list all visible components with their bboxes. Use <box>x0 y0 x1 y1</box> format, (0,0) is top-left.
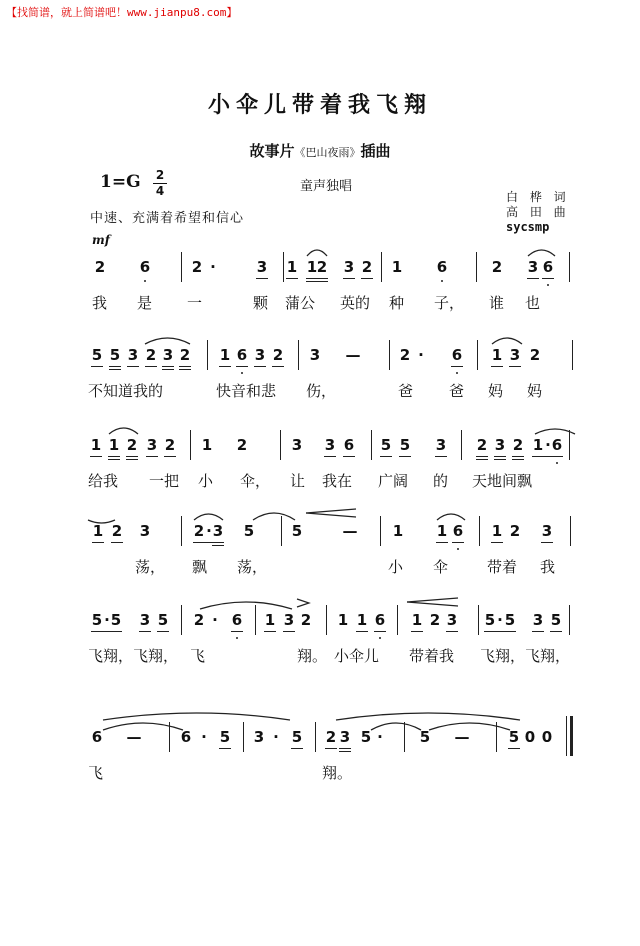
lyric: 一 <box>187 294 203 312</box>
note: 6 <box>91 728 103 746</box>
crescendo-hairpin <box>306 513 356 517</box>
note: 3 <box>446 611 458 629</box>
score-row <box>0 516 640 586</box>
note: 1 <box>532 436 544 454</box>
lyric: 也 <box>525 294 541 312</box>
key-signature: 1=G <box>100 172 141 192</box>
accent-mark <box>297 599 309 607</box>
lyricist: 白 桦 词 <box>506 190 570 204</box>
note: 6 <box>542 258 554 276</box>
lyric: 让 <box>290 472 306 490</box>
note: 2 <box>179 346 191 364</box>
tie <box>492 338 522 344</box>
lyric: 飘 <box>192 558 208 576</box>
lyrics-line <box>0 380 640 404</box>
note: 6 <box>374 611 386 629</box>
note: · <box>104 611 110 629</box>
note: 2 <box>476 436 488 454</box>
note: 2 <box>272 346 284 364</box>
note: 5 <box>550 611 562 629</box>
lyric: 谁 <box>489 294 505 312</box>
note: · <box>212 611 218 629</box>
note: 3 <box>435 436 447 454</box>
lyrics-line <box>0 556 640 580</box>
octave-dot-below <box>241 372 243 374</box>
note: 5 <box>360 728 372 746</box>
time-signature <box>153 169 167 198</box>
score-row <box>0 722 640 792</box>
octave-dot-below <box>556 462 558 464</box>
composer: 高 田 曲 <box>506 205 570 219</box>
note: 3 <box>254 346 266 364</box>
note: 3 <box>291 436 303 454</box>
note: 1 <box>436 522 448 540</box>
lyric: 广阔 <box>378 472 409 490</box>
lyric: 我 <box>540 558 556 576</box>
subtitle-suffix: 插曲 <box>360 142 391 160</box>
note: 3 <box>309 346 321 364</box>
note: 5 <box>419 728 431 746</box>
lyric: 种 <box>389 294 405 312</box>
lyrics-line <box>0 292 640 316</box>
lyric: 翔。 <box>322 764 353 782</box>
note: 2 <box>193 611 205 629</box>
lyric: 不知道我的 <box>88 382 164 400</box>
note: 5 <box>109 346 121 364</box>
note: 3 <box>339 728 351 746</box>
note: 2 <box>361 258 373 276</box>
lyric: 伞， <box>240 472 271 490</box>
note: 1 <box>392 522 404 540</box>
slur <box>88 520 115 523</box>
lyric: 小伞儿 <box>334 647 380 665</box>
note: 3 <box>532 611 544 629</box>
lyric: 伞 <box>433 558 449 576</box>
note: 3 <box>256 258 268 276</box>
lyric: 给我 <box>88 472 119 490</box>
lyric: 颗 <box>253 294 269 312</box>
film-name: 《巴山夜雨》 <box>294 146 361 159</box>
note: — <box>342 522 358 540</box>
note: 5 <box>243 522 255 540</box>
note: 1 <box>90 436 102 454</box>
note: 1 <box>411 611 423 629</box>
slur-layer <box>0 330 640 370</box>
tie <box>437 514 465 520</box>
note: 6 <box>236 346 248 364</box>
note: 3 <box>527 258 539 276</box>
lyric: 小 <box>198 472 214 490</box>
note: 2 <box>429 611 441 629</box>
note: 3 <box>494 436 506 454</box>
note: 2 <box>300 611 312 629</box>
note: 6 <box>436 258 448 276</box>
tie <box>535 429 575 434</box>
note: · <box>418 346 424 364</box>
note: 6 <box>231 611 243 629</box>
note: · <box>273 728 279 746</box>
note: 0 <box>541 728 553 746</box>
note: · <box>545 436 551 454</box>
note: 1 <box>264 611 276 629</box>
note: 0 <box>524 728 536 746</box>
lyric: 爸 <box>449 382 465 400</box>
note: 1 <box>286 258 298 276</box>
note: 3 <box>146 436 158 454</box>
lyric: 妈 <box>488 382 504 400</box>
note: 3 <box>343 258 355 276</box>
note: 3 <box>127 346 139 364</box>
lyric: 飞翔，飞翔， <box>88 647 179 665</box>
note: 2 <box>126 436 138 454</box>
octave-dot-below <box>379 637 381 639</box>
note: 5 <box>91 611 103 629</box>
note: — <box>126 728 142 746</box>
song-title: 小伞儿带着我飞翔 <box>207 93 432 118</box>
lyric: 妈 <box>527 382 543 400</box>
tie <box>145 338 190 344</box>
note: 2 <box>399 346 411 364</box>
lyric: 我在 <box>322 472 353 490</box>
octave-dot-below <box>457 548 459 550</box>
note: · <box>210 258 216 276</box>
note: 2 <box>529 346 541 364</box>
note: 1 <box>491 522 503 540</box>
note: 5 <box>508 728 520 746</box>
note: 5 <box>110 611 122 629</box>
lyrics-line <box>0 470 640 494</box>
performance-type: 童声独唱 <box>300 179 353 194</box>
lyric: 天地间飘 <box>472 472 533 490</box>
note: 3 <box>212 522 224 540</box>
credits <box>506 190 570 235</box>
lyric: 蒲公 <box>285 294 316 312</box>
lyric: 我 <box>92 294 108 312</box>
note: 5 <box>380 436 392 454</box>
note: 2 <box>193 522 205 540</box>
tie <box>528 250 555 256</box>
note: 2 <box>94 258 106 276</box>
note: 1 <box>92 522 104 540</box>
score-row <box>0 430 640 500</box>
note: 3 <box>162 346 174 364</box>
slur-layer <box>0 420 640 460</box>
note: · <box>377 728 383 746</box>
tie <box>194 514 223 520</box>
note: 1 <box>491 346 503 364</box>
slur-layer <box>0 506 640 546</box>
note: 2 <box>509 522 521 540</box>
lyric: 荡， <box>135 558 166 576</box>
note: 3 <box>324 436 336 454</box>
octave-dot-below <box>456 372 458 374</box>
slur-layer <box>0 712 640 752</box>
lyric: 飞翔，飞翔， <box>480 647 571 665</box>
tie <box>109 428 138 434</box>
note: 3 <box>139 522 151 540</box>
lyric: 子， <box>434 294 465 312</box>
note: 2 <box>491 258 503 276</box>
subtitle-prefix: 故事片 <box>249 142 295 160</box>
note: 3 <box>139 611 151 629</box>
note: 5 <box>291 522 303 540</box>
lyric: 的 <box>433 472 449 490</box>
dynamic-marking: mf <box>92 233 110 247</box>
lyric: 英的 <box>340 294 371 312</box>
note: 5 <box>291 728 303 746</box>
note: 1 <box>108 436 120 454</box>
note: — <box>345 346 361 364</box>
lyric: 伤， <box>306 382 337 400</box>
score-row <box>0 252 640 322</box>
note: 6 <box>551 436 563 454</box>
note: 2 <box>316 258 328 276</box>
lyrics-line <box>0 645 640 669</box>
slur <box>371 723 421 730</box>
note: 3 <box>253 728 265 746</box>
tempo-marking: 中速、充满着希望和信心 <box>90 211 245 226</box>
note: 5 <box>219 728 231 746</box>
note: 1 <box>306 258 318 276</box>
note: 1 <box>219 346 231 364</box>
slur <box>200 602 292 609</box>
note: 2 <box>325 728 337 746</box>
crescendo-hairpin <box>407 598 458 602</box>
note: — <box>454 728 470 746</box>
note: 3 <box>509 346 521 364</box>
time-top: 2 <box>155 168 165 182</box>
note: 6 <box>180 728 192 746</box>
lyric: 是 <box>137 294 153 312</box>
note: · <box>201 728 207 746</box>
note: 6 <box>139 258 151 276</box>
slur <box>429 723 510 730</box>
lyric: 带着 <box>487 558 518 576</box>
note: 2 <box>236 436 248 454</box>
lyric: 翔。 <box>297 647 328 665</box>
note: 1 <box>391 258 403 276</box>
slur <box>336 713 520 720</box>
slur-layer <box>0 242 640 282</box>
lyric: 快音和悲 <box>216 382 277 400</box>
note: 5 <box>399 436 411 454</box>
note: · <box>206 522 212 540</box>
note: 3 <box>283 611 295 629</box>
lyric: 荡， <box>237 558 268 576</box>
octave-dot-below <box>236 637 238 639</box>
slur <box>103 713 290 720</box>
lyric: 一把 <box>149 472 180 490</box>
note: 1 <box>337 611 349 629</box>
lyric: 爸 <box>398 382 414 400</box>
lyric: 飞 <box>190 647 206 665</box>
note: · <box>497 611 503 629</box>
score-row <box>0 605 640 675</box>
note: 1 <box>356 611 368 629</box>
song-subtitle <box>0 140 640 161</box>
octave-dot-below <box>547 284 549 286</box>
lyrics-line <box>0 762 640 786</box>
slur <box>103 723 183 730</box>
note: 2 <box>111 522 123 540</box>
note: 5 <box>504 611 516 629</box>
site-banner[interactable]: 【找简谱，就上简谱吧！www.jianpu8.com】 <box>6 6 238 19</box>
note: 5 <box>91 346 103 364</box>
note: 2 <box>191 258 203 276</box>
note: 2 <box>145 346 157 364</box>
time-bottom: 4 <box>155 184 165 198</box>
note: 6 <box>343 436 355 454</box>
note: 6 <box>451 346 463 364</box>
uploader-tag: sycsmp <box>506 220 550 234</box>
score-row <box>0 340 640 410</box>
note: 5 <box>484 611 496 629</box>
lyric: 小 <box>388 558 404 576</box>
lyric: 带着我 <box>409 647 455 665</box>
crescendo-hairpin <box>306 509 356 513</box>
note: 2 <box>164 436 176 454</box>
tie <box>307 250 327 256</box>
note: 6 <box>452 522 464 540</box>
note: 5 <box>157 611 169 629</box>
note: 1 <box>201 436 213 454</box>
lyric: 飞 <box>88 764 104 782</box>
crescendo-hairpin <box>407 602 458 606</box>
note: 3 <box>541 522 553 540</box>
slur <box>253 513 295 520</box>
slur-layer <box>0 595 640 635</box>
note: 2 <box>512 436 524 454</box>
